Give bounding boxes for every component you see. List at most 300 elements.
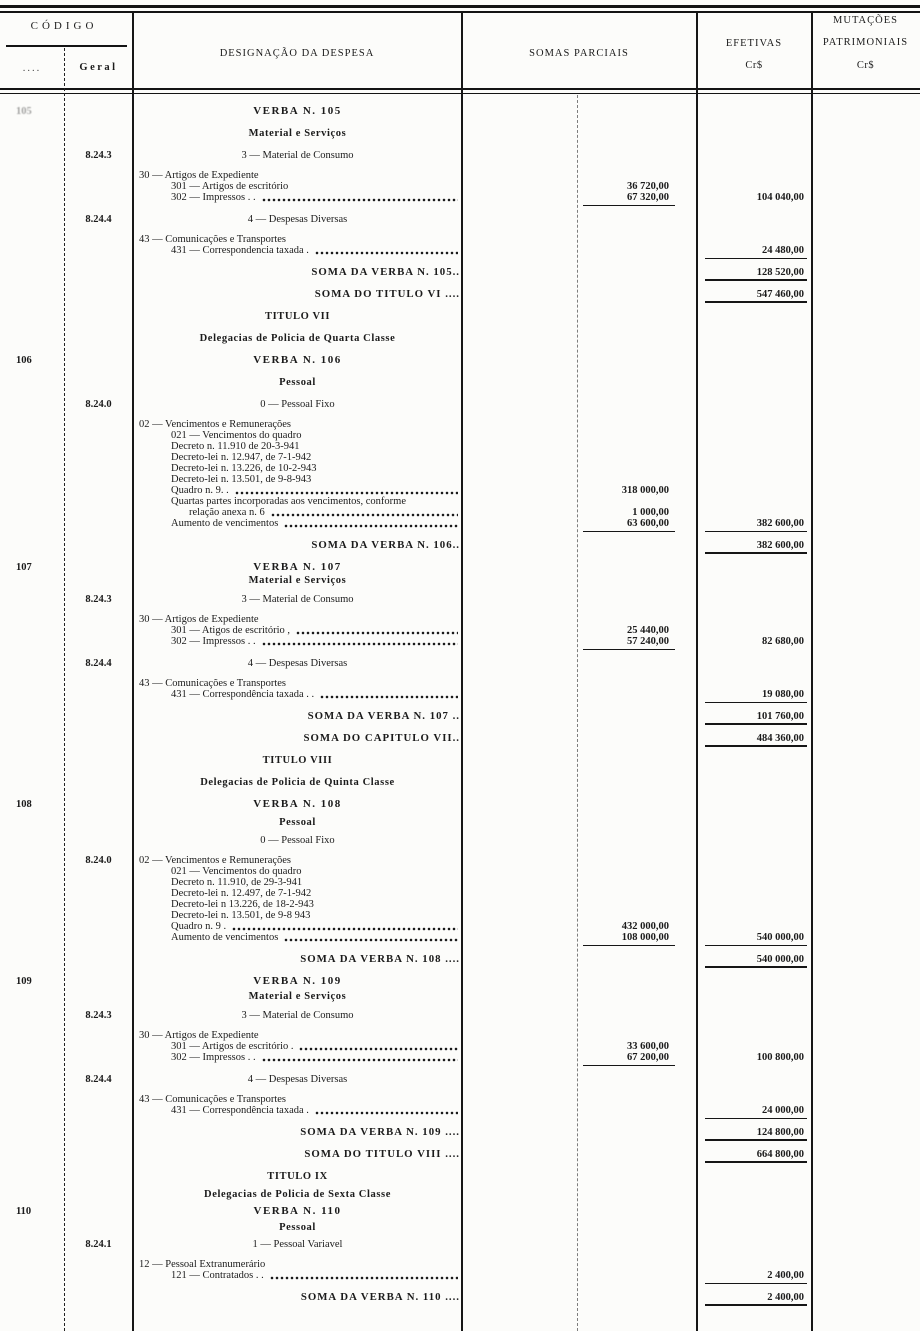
verba-code-cell — [0, 1094, 64, 1105]
geral-code-cell — [64, 1105, 133, 1116]
designacao-text: 30 — Artigos de Expediente — [139, 170, 259, 181]
geral-code-cell — [64, 866, 133, 877]
geral-code-cell: 8.24.0 — [85, 399, 112, 410]
geral-code-cell: 8.24.3 — [85, 150, 112, 161]
soma-parcial-cell: 36 720,00 — [627, 181, 669, 192]
designacao-cell — [133, 419, 462, 430]
dot-leader — [284, 938, 458, 942]
mutacoes-patrimoniais-cell — [812, 1259, 920, 1270]
designacao-text: Quadro n. 9. . — [171, 485, 229, 496]
table-row — [0, 245, 920, 256]
top-border-rule-heavy — [0, 5, 920, 8]
soma-parcial-cell — [462, 575, 697, 586]
table-row — [0, 855, 920, 866]
verba-code-cell — [0, 1030, 64, 1041]
table-row — [0, 106, 920, 117]
geral-code-cell: 8.24.4 — [85, 1074, 112, 1085]
table-row — [0, 474, 920, 485]
table-row — [0, 777, 920, 788]
designacao-text: 3 — Material de Consumo — [241, 150, 354, 161]
table-row — [0, 636, 920, 647]
mutacoes-patrimoniais-cell — [812, 333, 920, 344]
soma-parcial-cell — [462, 711, 697, 722]
verba-code-cell — [0, 377, 64, 388]
designacao-text: 021 — Vencimentos do quadro — [171, 430, 302, 441]
soma-parcial-cell — [462, 311, 697, 322]
mutacoes-patrimoniais-cell — [812, 1270, 920, 1281]
verba-code-cell — [0, 678, 64, 689]
soma-parcial-cell — [462, 355, 697, 366]
efetivas-amount-cell: 540 000,00 — [697, 954, 812, 965]
verba-code-cell — [0, 625, 64, 636]
soma-parcial-cell — [462, 899, 697, 910]
efetivas-amount-cell — [697, 866, 812, 877]
designacao-text: 4 — Despesas Diversas — [247, 1074, 348, 1085]
efetivas-amount-cell — [697, 1259, 812, 1270]
efetivas-amount-cell — [697, 799, 812, 810]
verba-code-cell — [0, 1052, 64, 1063]
geral-code-cell — [64, 921, 133, 932]
designacao-cell — [133, 877, 462, 888]
geral-code-cell — [64, 1052, 133, 1063]
soma-parcial-cell: 63 600,00 — [462, 518, 697, 529]
designacao-cell — [133, 1105, 462, 1116]
designacao-cell — [133, 855, 462, 866]
efetivas-amount-cell — [697, 430, 812, 441]
mutacoes-patrimoniais-cell — [812, 1171, 920, 1182]
designacao-cell — [133, 733, 462, 744]
verba-code-cell — [0, 485, 64, 496]
efetivas-amount-cell — [697, 1010, 812, 1021]
designacao-text: 30 — Artigos de Expediente — [139, 614, 259, 625]
verba-code-cell — [0, 128, 64, 139]
designacao-text: 301 — Atigos de escritório , — [171, 625, 290, 636]
soma-parcial-cell — [462, 733, 697, 744]
verba-code-cell — [0, 1189, 64, 1200]
table-row — [0, 866, 920, 877]
designacao-cell — [133, 377, 462, 388]
efetivas-amount-cell — [697, 150, 812, 161]
designacao-text: Pessoal — [279, 817, 316, 828]
efetivas-amount-cell — [697, 452, 812, 463]
designacao-text: Pessoal — [279, 1222, 316, 1233]
designacao-cell — [133, 899, 462, 910]
geral-code-cell — [64, 835, 133, 846]
efetivas-amount-cell — [697, 777, 812, 788]
verba-code-cell — [0, 817, 64, 828]
mutacoes-patrimoniais-cell — [812, 452, 920, 463]
designacao-text: 43 — Comunicações e Transportes — [139, 678, 286, 689]
table-row — [0, 355, 920, 366]
designacao-text: TITULO IX — [267, 1171, 328, 1182]
geral-code-cell — [64, 711, 133, 722]
soma-parcial-cell: 1 000,00 — [632, 507, 669, 518]
table-row — [0, 658, 920, 669]
efetivas-amount-cell: 2 400,00 — [697, 1270, 812, 1281]
table-row — [0, 150, 920, 161]
designacao-cell — [133, 1292, 462, 1303]
verba-code-cell — [0, 755, 64, 766]
designacao-cell — [133, 636, 462, 647]
designacao-cell — [133, 614, 462, 625]
dot-leader — [299, 1047, 458, 1051]
soma-parcial-cell — [462, 1030, 697, 1041]
verba-code-cell — [0, 1259, 64, 1270]
designacao-text: 4 — Despesas Diversas — [247, 658, 348, 669]
designacao-cell — [133, 678, 462, 689]
table-row — [0, 1030, 920, 1041]
soma-parcial-cell — [462, 150, 697, 161]
verba-code-cell — [0, 1010, 64, 1021]
designacao-text: 302 — Impressos . . — [171, 192, 256, 203]
table-row — [0, 614, 920, 625]
efetivas-amount-cell — [697, 1041, 812, 1052]
verba-code-cell — [0, 932, 64, 943]
verba-code-cell — [0, 518, 64, 529]
mutacoes-patrimoniais-cell — [812, 1222, 920, 1233]
verba-code-cell: 107 — [16, 562, 32, 573]
header-bottom-rule-1 — [0, 88, 920, 90]
mutacoes-patrimoniais-cell — [812, 910, 920, 921]
designacao-cell — [133, 711, 462, 722]
designacao-text: VERBA N. 108 — [253, 798, 342, 810]
verba-code-cell — [0, 289, 64, 300]
dot-leader — [262, 1058, 458, 1062]
designacao-cell — [133, 452, 462, 463]
soma-parcial-cell — [462, 430, 697, 441]
table-row — [0, 485, 920, 496]
table-row — [0, 625, 920, 636]
table-row — [0, 170, 920, 181]
dot-leader — [262, 198, 458, 202]
soma-parcial-cell — [462, 289, 697, 300]
efetivas-amount-cell: 547 460,00 — [697, 289, 812, 300]
efetivas-amount-cell: 540 000,00 — [697, 932, 812, 943]
soma-parcial-cell — [462, 333, 697, 344]
table-row — [0, 1105, 920, 1116]
table-row — [0, 1127, 920, 1138]
designacao-text: 0 — Pessoal Fixo — [260, 399, 335, 410]
efetivas-amount-cell — [697, 1094, 812, 1105]
soma-parcial-cell — [462, 1094, 697, 1105]
designacao-text: 301 — Artigos de escritório . — [171, 1041, 294, 1052]
mutacoes-patrimoniais-cell — [812, 1041, 920, 1052]
designacao-text: 02 — Vencimentos e Remunerações — [139, 419, 292, 430]
designacao-cell — [133, 1127, 462, 1138]
geral-code-cell — [64, 463, 133, 474]
geral-code-cell — [64, 1292, 133, 1303]
designacao-text: Delegacias de Policia de Quinta Classe — [200, 777, 395, 788]
designacao-text: Delegacias de Policia de Quarta Classe — [199, 333, 396, 344]
mutacoes-patrimoniais-cell — [812, 430, 920, 441]
geral-code-cell: 8.24.3 — [85, 594, 112, 605]
designacao-cell — [133, 1189, 462, 1200]
designacao-text: Material e Serviços — [248, 128, 347, 139]
designacao-cell — [133, 518, 462, 529]
geral-code-cell — [64, 181, 133, 192]
efetivas-amount-cell — [697, 507, 812, 518]
designacao-cell — [133, 1030, 462, 1041]
verba-code-cell — [0, 245, 64, 256]
verba-code-cell — [0, 866, 64, 877]
verba-code-cell — [0, 899, 64, 910]
mutacoes-patrimoniais-cell — [812, 1010, 920, 1021]
verba-code-cell — [0, 575, 64, 586]
verba-code-cell: 106 — [16, 355, 32, 366]
designacao-text: Decreto n. 11.910, de 29-3-941 — [171, 877, 303, 888]
codigo-column-header: CÓDIGO — [30, 20, 98, 32]
soma-parcial-cell — [462, 540, 697, 551]
designacao-cell — [133, 192, 462, 203]
table-row — [0, 377, 920, 388]
verba-code-cell — [0, 441, 64, 452]
soma-parcial-cell: 318 000,00 — [621, 485, 669, 496]
soma-parcial-cell — [462, 1127, 697, 1138]
designacao-text: VERBA N. 109 — [253, 975, 342, 987]
geral-code-cell — [64, 1189, 133, 1200]
verba-code-cell — [0, 267, 64, 278]
table-row — [0, 711, 920, 722]
table-row — [0, 921, 920, 932]
mutacoes-patrimoniais-cell — [812, 835, 920, 846]
mutacoes-patrimoniais-cell — [812, 625, 920, 636]
designacao-cell — [133, 128, 462, 139]
designacao-text: TITULO VII — [264, 311, 331, 322]
designacao-cell — [133, 1094, 462, 1105]
verba-code-cell — [0, 463, 64, 474]
soma-parcial-cell — [462, 1206, 697, 1217]
mutacoes-patrimoniais-cell — [812, 562, 920, 573]
verba-code-cell: 109 — [16, 976, 32, 987]
geral-code-cell — [64, 333, 133, 344]
mutacoes-patrimoniais-cell — [812, 1052, 920, 1063]
soma-parcial-cell — [462, 954, 697, 965]
table-row — [0, 333, 920, 344]
efetivas-amount-cell: 484 360,00 — [697, 733, 812, 744]
designacao-text: 121 — Contratados . . — [171, 1270, 264, 1281]
designacao-cell — [133, 1074, 462, 1085]
efetivas-amount-cell — [697, 214, 812, 225]
designacao-cell — [133, 289, 462, 300]
mutacoes-patrimoniais-cell — [812, 399, 920, 410]
efetivas-amount-cell — [697, 234, 812, 245]
geral-code-cell — [64, 817, 133, 828]
efetivas-amount-cell — [697, 921, 812, 932]
geral-code-cell — [64, 289, 133, 300]
efetivas-amount-cell: 24 480,00 — [697, 245, 812, 256]
mutacoes-currency-unit: Cr$ — [856, 60, 875, 71]
designacao-cell — [133, 910, 462, 921]
designacao-cell — [133, 954, 462, 965]
designacao-cell — [133, 234, 462, 245]
mutacoes-patrimoniais-cell — [812, 518, 920, 529]
soma-parcial-cell — [462, 689, 697, 700]
soma-parcial-cell — [462, 234, 697, 245]
mutacoes-patrimoniais-cell — [812, 106, 920, 117]
geral-code-cell — [64, 1094, 133, 1105]
verba-code-cell — [0, 689, 64, 700]
designacao-text: Aumento de vencimentos — [171, 932, 279, 943]
geral-code-cell — [64, 614, 133, 625]
designacao-text: 431 — Correspondência taxada . — [171, 1105, 309, 1116]
designacao-text: SOMA DA VERBA N. 108 .... — [300, 953, 460, 965]
designacao-cell — [133, 888, 462, 899]
efetivas-amount-cell: 124 800,00 — [697, 1127, 812, 1138]
designacao-text: 302 — Impressos . . — [171, 1052, 256, 1063]
verba-code-cell: 105 — [16, 106, 32, 117]
dot-leader — [315, 251, 458, 255]
dot-leader — [270, 1276, 458, 1280]
designacao-text: VERBA N. 105 — [253, 105, 342, 117]
designacao-cell — [133, 430, 462, 441]
soma-parcial-cell — [462, 855, 697, 866]
soma-parcial-cell — [462, 463, 697, 474]
designacao-text: 02 — Vencimentos e Remunerações — [139, 855, 292, 866]
soma-parcial-cell — [462, 1222, 697, 1233]
efetivas-amount-cell — [697, 128, 812, 139]
designacao-text: VERBA N. 107 — [253, 561, 342, 573]
table-row — [0, 1189, 920, 1200]
efetivas-amount-cell: 2 400,00 — [697, 1292, 812, 1303]
designacao-cell — [133, 150, 462, 161]
designacao-text: 3 — Material de Consumo — [241, 1010, 354, 1021]
designacao-cell — [133, 245, 462, 256]
soma-parcial-cell — [462, 777, 697, 788]
designacao-text: 431 — Correspondência taxada . . — [171, 689, 315, 700]
verba-code-cell — [0, 419, 64, 430]
dot-leader — [235, 491, 458, 495]
codigo-subcolumn-left-label: .... — [22, 63, 42, 74]
geral-code-cell — [64, 430, 133, 441]
designacao-cell — [133, 755, 462, 766]
efetivas-amount-cell — [697, 899, 812, 910]
efetivas-amount-cell — [697, 1189, 812, 1200]
mutacoes-patrimoniais-cell — [812, 170, 920, 181]
mutacoes-patrimoniais-cell — [812, 474, 920, 485]
designacao-cell — [133, 1259, 462, 1270]
verba-code-cell — [0, 1270, 64, 1281]
dot-leader — [320, 695, 458, 699]
geral-code-cell — [64, 452, 133, 463]
designacao-cell — [133, 991, 462, 1002]
verba-code-cell — [0, 711, 64, 722]
efetivas-amount-cell — [697, 1171, 812, 1182]
mutacoes-patrimoniais-cell — [812, 355, 920, 366]
table-row — [0, 1259, 920, 1270]
geral-code-cell — [64, 932, 133, 943]
geral-code-cell — [64, 474, 133, 485]
mutacoes-patrimoniais-cell — [812, 954, 920, 965]
mutacoes-patrimoniais-cell — [812, 888, 920, 899]
table-row — [0, 991, 920, 1002]
efetivas-amount-cell — [697, 106, 812, 117]
soma-parcial-cell — [462, 1105, 697, 1116]
dot-leader — [284, 524, 458, 528]
geral-code-cell — [64, 106, 133, 117]
mutacoes-patrimoniais-cell — [812, 689, 920, 700]
geral-code-cell — [64, 1259, 133, 1270]
mutacoes-patrimoniais-cell — [812, 636, 920, 647]
mutacoes-patrimoniais-cell — [812, 1189, 920, 1200]
verba-code-cell — [0, 1041, 64, 1052]
verba-code-cell — [0, 855, 64, 866]
verba-code-cell — [0, 991, 64, 1002]
designacao-cell — [133, 932, 462, 943]
geral-code-cell — [64, 170, 133, 181]
soma-parcial-cell — [462, 1149, 697, 1160]
table-row — [0, 1239, 920, 1250]
designacao-text: 301 — Artigos de escritório — [171, 181, 289, 192]
table-row — [0, 1010, 920, 1021]
soma-parcial-cell — [462, 419, 697, 430]
verba-code-cell — [0, 430, 64, 441]
table-row — [0, 452, 920, 463]
geral-code-cell: 8.24.4 — [85, 658, 112, 669]
geral-code-cell — [64, 888, 133, 899]
table-row — [0, 234, 920, 245]
soma-parcial-cell — [462, 1292, 697, 1303]
soma-parcial-cell — [462, 452, 697, 463]
header-bottom-rule-2 — [0, 93, 920, 94]
designacao-cell — [133, 1149, 462, 1160]
mutacoes-patrimoniais-cell — [812, 234, 920, 245]
verba-code-cell — [0, 181, 64, 192]
verba-code-cell — [0, 333, 64, 344]
geral-code-cell — [64, 128, 133, 139]
efetivas-amount-cell — [697, 910, 812, 921]
mutacoes-patrimoniais-cell — [812, 932, 920, 943]
designacao-text: SOMA DO CAPITULO VII.. — [303, 732, 460, 744]
geral-code-cell: 8.24.0 — [85, 855, 112, 866]
efetivas-amount-cell: 382 600,00 — [697, 540, 812, 551]
efetivas-amount-cell — [697, 311, 812, 322]
designacao-cell — [133, 575, 462, 586]
designacao-text: SOMA DA VERBA N. 107 .. — [307, 710, 460, 722]
geral-code-cell — [64, 245, 133, 256]
designacao-cell — [133, 474, 462, 485]
designacao-cell — [133, 1270, 462, 1281]
soma-parcial-cell — [462, 658, 697, 669]
table-row — [0, 575, 920, 586]
designacao-text: Pessoal — [279, 377, 316, 388]
designacao-text: 021 — Vencimentos do quadro — [171, 866, 302, 877]
soma-parcial-cell — [462, 866, 697, 877]
designacao-text: 3 — Material de Consumo — [241, 594, 354, 605]
designacao-cell — [133, 625, 462, 636]
soma-parcial-cell — [462, 399, 697, 410]
geral-code-cell — [64, 991, 133, 1002]
designacao-text: Aumento de vencimentos — [171, 518, 279, 529]
verba-code-cell — [0, 452, 64, 463]
designacao-text: SOMA DO TITULO VIII .... — [304, 1148, 460, 1160]
mutacoes-patrimoniais-cell — [812, 921, 920, 932]
soma-parcial-cell — [462, 910, 697, 921]
designacao-text: 431 — Correspondencia taxada . — [171, 245, 309, 256]
efetivas-amount-cell — [697, 991, 812, 1002]
table-row — [0, 689, 920, 700]
efetivas-amount-cell — [697, 835, 812, 846]
soma-parcial-cell: 25 440,00 — [627, 625, 669, 636]
mutacoes-patrimoniais-cell — [812, 289, 920, 300]
mutacoes-patrimoniais-cell — [812, 150, 920, 161]
somas-parciais-column-header: SOMAS PARCIAIS — [529, 48, 629, 59]
geral-code-cell — [64, 976, 133, 987]
designacao-cell — [133, 333, 462, 344]
soma-parcial-cell — [462, 1239, 697, 1250]
verba-code-cell — [0, 474, 64, 485]
designacao-text: 0 — Pessoal Fixo — [260, 835, 335, 846]
table-row — [0, 128, 920, 139]
